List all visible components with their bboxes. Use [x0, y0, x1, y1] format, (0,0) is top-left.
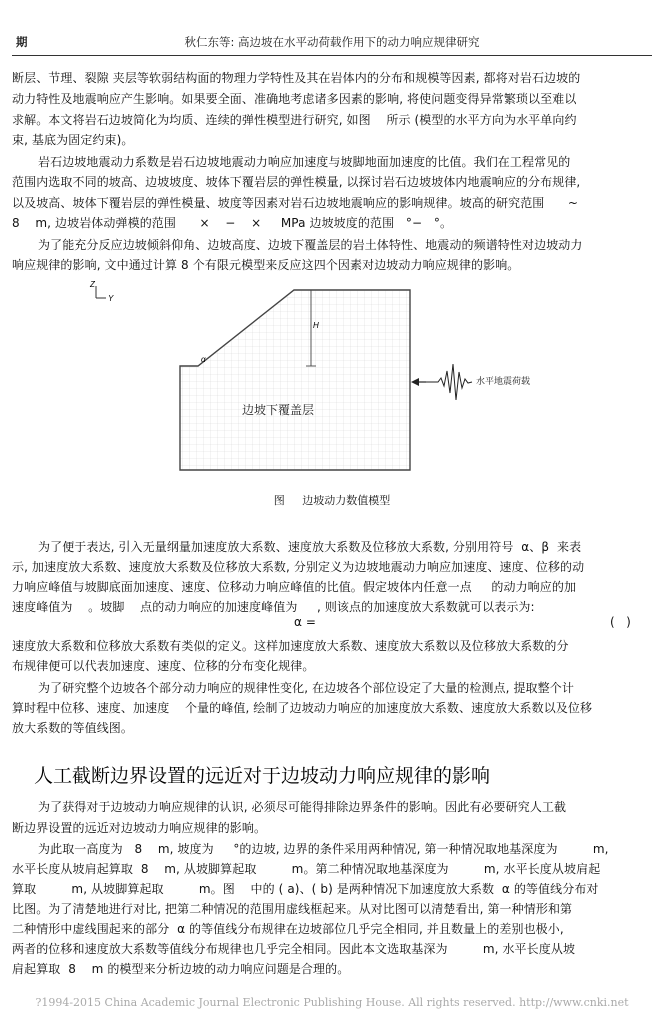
text-line: 算取 m, 从坡脚算起取 m。图 中的 ( a)、( b) 是两种情况下加速度放大系数 α 的等值线分布对 — [12, 882, 599, 896]
text-line: 为此取一高度为 8 m, 坡度为 °的边坡, 边界的条件采用两种情况, 第一种情况取地基深度为 m, — [38, 842, 609, 856]
text-line: 二种情形中虚线围起来的部分 α 的等值线分布规律在边坡部位几乎完全相同, 并且数量上的差别也极小, — [12, 922, 564, 936]
equation: α = — [294, 615, 317, 629]
slope-angle-label: α — [201, 355, 206, 364]
text-line: 两者的位移和速度放大系数等值线分布规律也几乎完全相同。因此本文选取基深为 m, 水平长度从坡 — [12, 942, 576, 956]
axis-indicator — [89, 280, 114, 303]
text-line: 为了研究整个边坡各个部分动力响应的规律性变化, 在边坡各个部位设定了大量的检测点, 提取整个计 — [38, 681, 574, 695]
height-label: H — [313, 321, 319, 330]
text-line: 力响应峰值与坡脚底面加速度、速度、位移动力响应峰值的比值。假定坡体内任意一点 的动力响应的加 — [12, 580, 577, 594]
page-number-header: 期 — [16, 35, 28, 49]
text-line: 放大系数的等值线图。 — [12, 721, 134, 735]
seismic-wave-icon — [411, 364, 472, 400]
text-line: 8 m, 边坡岩体动弹模的范围 × − × MPa 边坡坡度的范围 °− °。 — [12, 216, 453, 230]
text-line: 为了便于表达, 引入无量纲量加速度放大系数、速度放大系数及位移放大系数, 分别用符号 α、β 来表 — [38, 540, 582, 554]
seismic-load-label: 水平地震荷载 — [476, 376, 531, 386]
text-line: 布规律便可以代表加速度、速度、位移的分布变化规律。 — [12, 659, 315, 673]
text-line: 断边界设置的远近对边坡动力响应规律的影响。 — [12, 821, 267, 835]
slope-mesh-region — [180, 290, 410, 470]
text-line: 水平长度从坡肩起算取 8 m, 从坡脚算起取 m。第二种情况取地基深度为 m, 水平长度从坡肩起 — [12, 862, 601, 876]
overburden-label: 边坡下覆盖层 — [242, 403, 315, 417]
text-line: 岩石边坡地震动力系数是岩石边坡地震动力响应加速度与坡脚地面加速度的比值。我们在工程常见的 — [38, 155, 571, 169]
text-line: 比图。为了清楚地进行对比, 把第二种情况的范围用虚线框起来。从对比图可以清楚看出, 第一种情形和第 — [12, 902, 573, 916]
slope-model-figure — [70, 276, 600, 476]
figure-caption: 图 边坡动力数值模型 — [273, 494, 391, 507]
text-line: 为了能充分反应边坡倾斜仰角、边坡高度、边坡下覆盖层的岩土体特性、地震动的频谱特性对边坡动力 — [38, 238, 583, 252]
text-line: 求解。本文将岩石边坡简化为均质、连续的弹性模型进行研究, 如图 所示 (模型的水平方向为水平单向约 — [12, 113, 577, 127]
text-line: 范围内选取不同的坡高、边坡坡度、坡体下覆岩层的弹性模量, 以探讨岩石边坡坡体内地震响应的分布规律, — [12, 175, 581, 189]
axis-z-label: Z — [90, 280, 95, 289]
header-rule — [12, 55, 652, 56]
text-line: 速度放大系数和位移放大系数有类似的定义。这样加速度放大系数、速度放大系数以及位移放大系数的分 — [12, 639, 569, 653]
text-line: 响应规律的影响, 文中通过计算 8 个有限元模型来反应这四个因素对边坡动力响应规律的影响。 — [12, 258, 520, 272]
text-line: 速度峰值为 。坡脚 点的动力响应的加速度峰值为 , 则该点的加速度放大系数就可以表示为: — [12, 600, 535, 614]
text-line: 算时程中位移、速度、加速度 个量的峰值, 绘制了边坡动力响应的加速度放大系数、速度放大系数以及位移 — [12, 701, 593, 715]
text-line: 肩起算取 8 m 的模型来分析边坡的动力响应问题是合理的。 — [12, 962, 350, 976]
running-title: 秋仁东等: 高边坡在水平动荷载作用下的动力响应规律研究 — [184, 35, 480, 49]
text-line: 以及坡高、坡体下覆岩层的弹性模量、坡度等因素对岩石边坡地震响应的影响规律。坡高的研究范围 ~ — [12, 196, 579, 210]
text-line: 断层、节理、裂隙 夹层等软弱结构面的物理力学特性及其在岩体内的分布和规模等因素, 都将对岩石边坡的 — [12, 71, 581, 85]
text-line: 动力特性及地震响应产生影响。如果要全面、准确地考虑诸多因素的影响, 将使问题变得异常繁琐以至难以 — [12, 92, 577, 106]
text-line: 束, 基底为固定约束)。 — [12, 133, 134, 147]
axis-y-label: Y — [108, 294, 114, 303]
text-line: 为了获得对于边坡动力响应规律的认识, 必须尽可能得排除边界条件的影响。因此有必要研究人工截 — [38, 800, 567, 814]
text-line: 示, 加速度放大系数、速度放大系数及位移放大系数, 分别定义为边坡地震动力响应加速度、速度、位移的动 — [12, 560, 585, 574]
equation-number: ( ) — [610, 615, 631, 629]
copyright-footer: ?1994-2015 China Academic Journal Electronic Publishing House. All rights reserved. http://www.cnki.net — [35, 996, 629, 1009]
section-heading: 人工截断边界设置的远近对于边坡动力响应规律的影响 — [34, 765, 491, 787]
